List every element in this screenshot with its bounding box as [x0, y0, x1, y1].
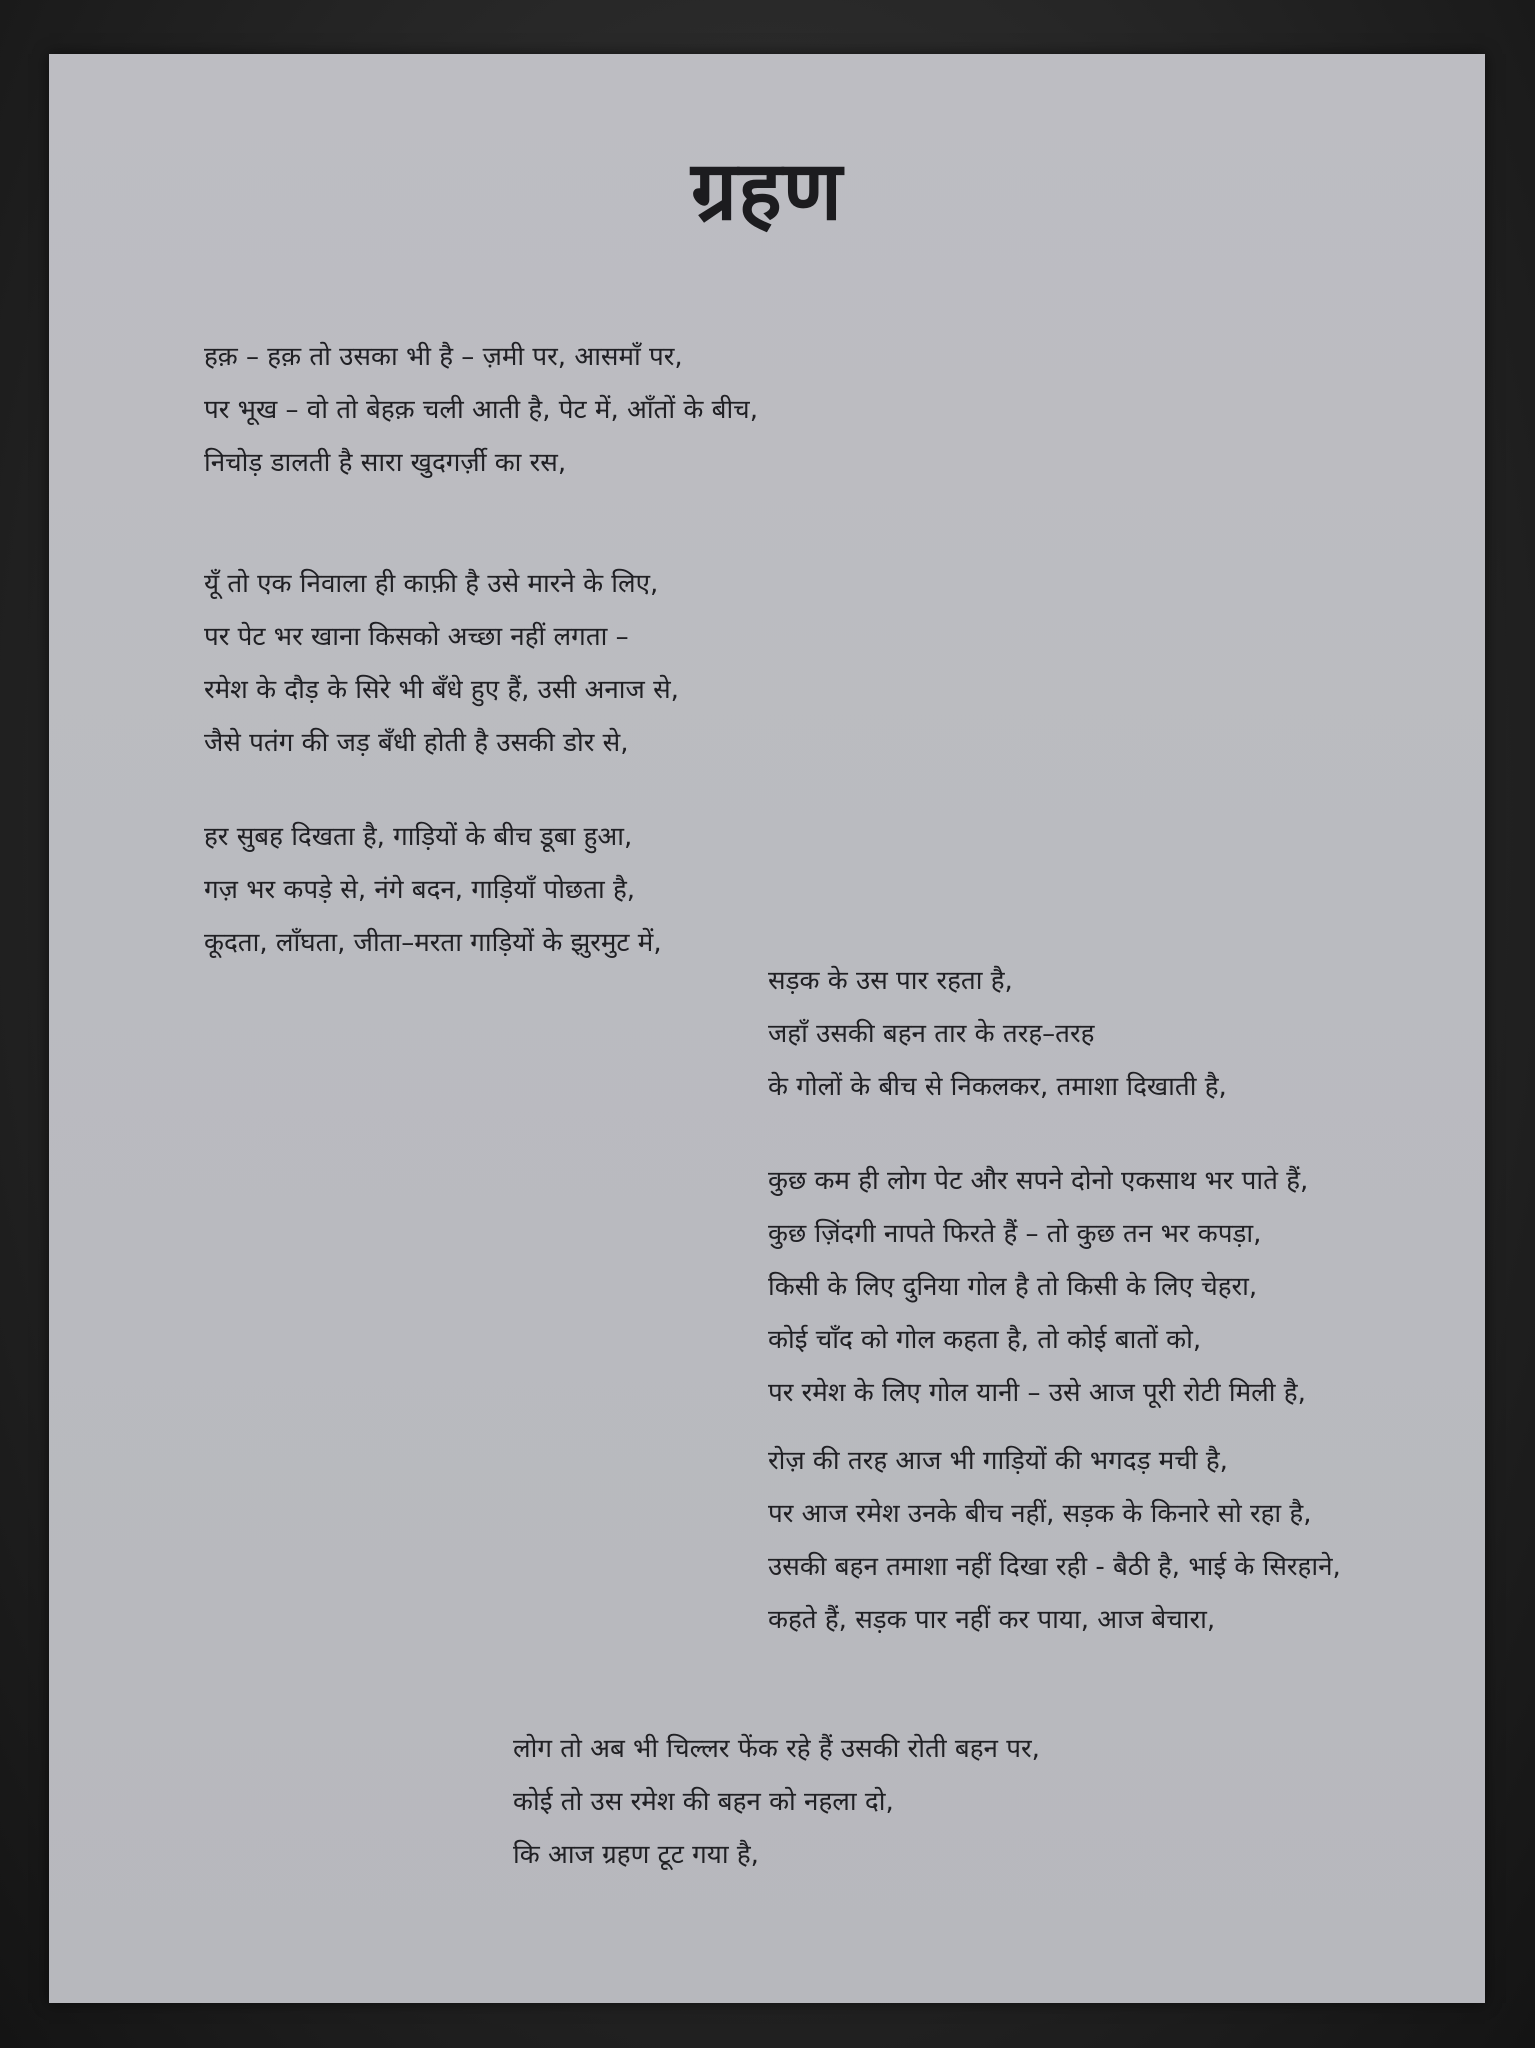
stanza [513, 1723, 1040, 1882]
poem-line: हर सुबह दिखता है, गाड़ियों के बीच डूबा हुआ, [204, 822, 633, 852]
poem-line: यूँ तो एक निवाला ही काफ़ी है उसे मारने के लिए, [204, 569, 659, 599]
poem-line: पर पेट भर खाना किसको अच्छा नहीं लगता – [204, 622, 629, 652]
poem-title: ग्रहण [690, 144, 844, 239]
poem-line: कोई तो उस रमेश की बहन को नहला दो, [513, 1787, 894, 1817]
stanza [204, 558, 679, 770]
poem-line: पर आज रमेश उनके बीच नहीं, सड़क के किनारे सो रहा है, [768, 1499, 1312, 1529]
poem-line: कहते हैं, सड़क पार नहीं कर पाया, आज बेचारा, [768, 1605, 1216, 1635]
poem-line: के गोलों के बीच से निकलकर, तमाशा दिखाती है, [768, 1072, 1227, 1102]
poem-page [49, 54, 1485, 2003]
poem-line: पर रमेश के लिए गोल यानी – उसे आज पूरी रोटी मिली है, [768, 1378, 1306, 1408]
poem-line: किसी के लिए दुनिया गोल है तो किसी के लिए चेहरा, [768, 1272, 1258, 1302]
poem-line: लोग तो अब भी चिल्लर फेंक रहे हैं उसकी रोती बहन पर, [513, 1734, 1040, 1764]
poem-line: कूदता, लाँघता, जीता–मरता गाड़ियों के झुरमुट में, [204, 928, 662, 958]
poem-line: कुछ ज़िंदगी नापते फिरते हैं – तो कुछ तन भर कपड़ा, [768, 1219, 1262, 1249]
poem-line: सड़क के उस पार रहता है, [768, 966, 1013, 996]
poem-line: हक़ – हक़ तो उसका भी है – ज़मी पर, आसमाँ पर, [204, 342, 683, 372]
stanza [768, 955, 1227, 1114]
poem-line: जहाँ उसकी बहन तार के तरह–तरह [768, 1019, 1095, 1049]
poem-line: कि आज ग्रहण टूट गया है, [513, 1840, 759, 1870]
poem-line: कोई चाँद को गोल कहता है, तो कोई बातों को, [768, 1325, 1202, 1355]
stanza [204, 811, 662, 970]
poem-line: कुछ कम ही लोग पेट और सपने दोनो एकसाथ भर पाते हैं, [768, 1166, 1309, 1196]
poem-line: निचोड़ डालती है सारा खुदगर्ज़ी का रस, [204, 448, 567, 478]
poem-line: पर भूख – वो तो बेहक़ चली आती है, पेट में, आँतों के बीच, [204, 395, 758, 425]
stanza [768, 1155, 1308, 1420]
poem-line: उसकी बहन तमाशा नहीं दिखा रही - बैठी है, भाई के सिरहाने, [768, 1552, 1341, 1582]
poem-line: गज़ भर कपड़े से, नंगे बदन, गाड़ियाँ पोछता है, [204, 875, 636, 905]
poem-line: रोज़ की तरह आज भी गाड़ियों की भगदड़ मची है, [768, 1446, 1228, 1476]
poem-line: जैसे पतंग की जड़ बँधी होती है उसकी डोर से, [204, 728, 629, 758]
stanza [204, 331, 758, 490]
poem-line: रमेश के दौड़ के सिरे भी बँधे हुए हैं, उसी अनाज से, [204, 675, 679, 705]
stanza [768, 1435, 1341, 1647]
